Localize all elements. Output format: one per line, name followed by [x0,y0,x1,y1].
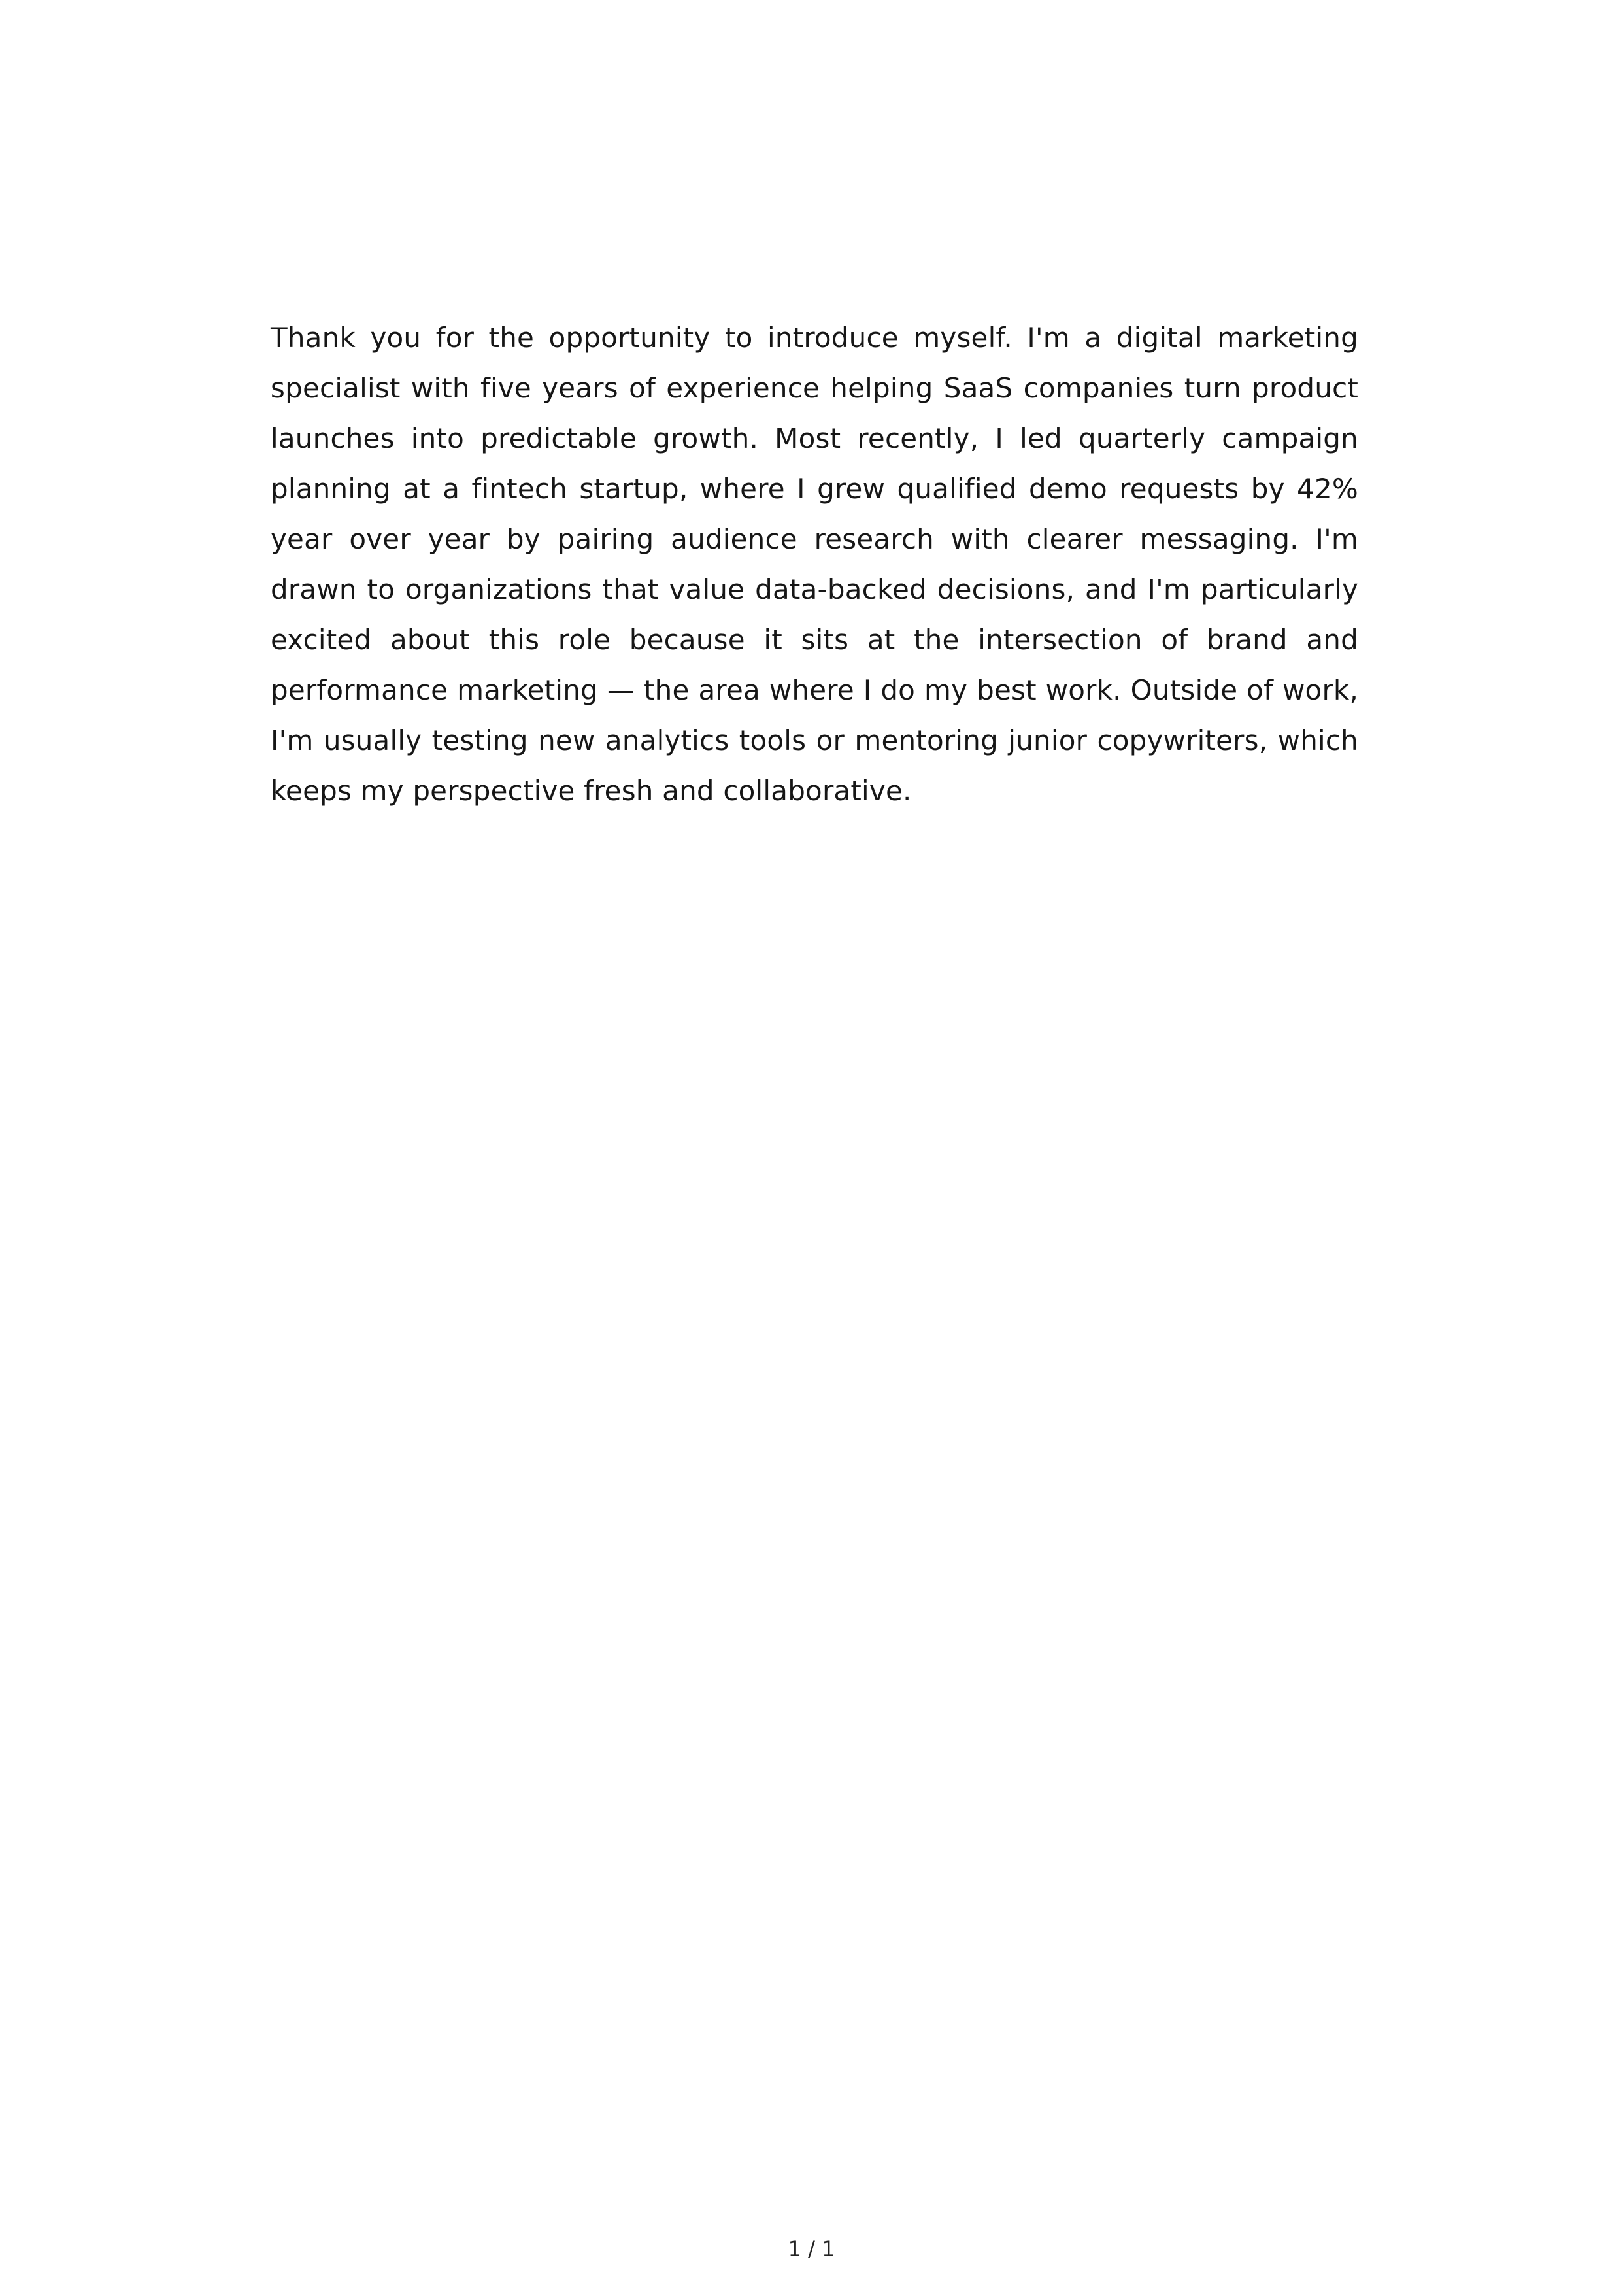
page-number: 1 / 1 [788,2237,835,2261]
body-paragraph: Thank you for the opportunity to introduce myself. I'm a digital marketing specialist with five years of experience helping SaaS companies turn product launches into predictable growth. Most recently, I led quarterly campaign planning at a fintech startup, where I grew qualified demo requests by 42% year over year by pairing audience research with clearer messaging. I'm drawn to organizations that value data-backed decisions, and I'm particularly excited about this role because it sits at the intersection of brand and performance marketing — the area where I do my best work. Outside of work, I'm usually testing new analytics tools or mentoring junior copywriters, which keeps my perspective fresh and collaborative. [271,322,1358,807]
